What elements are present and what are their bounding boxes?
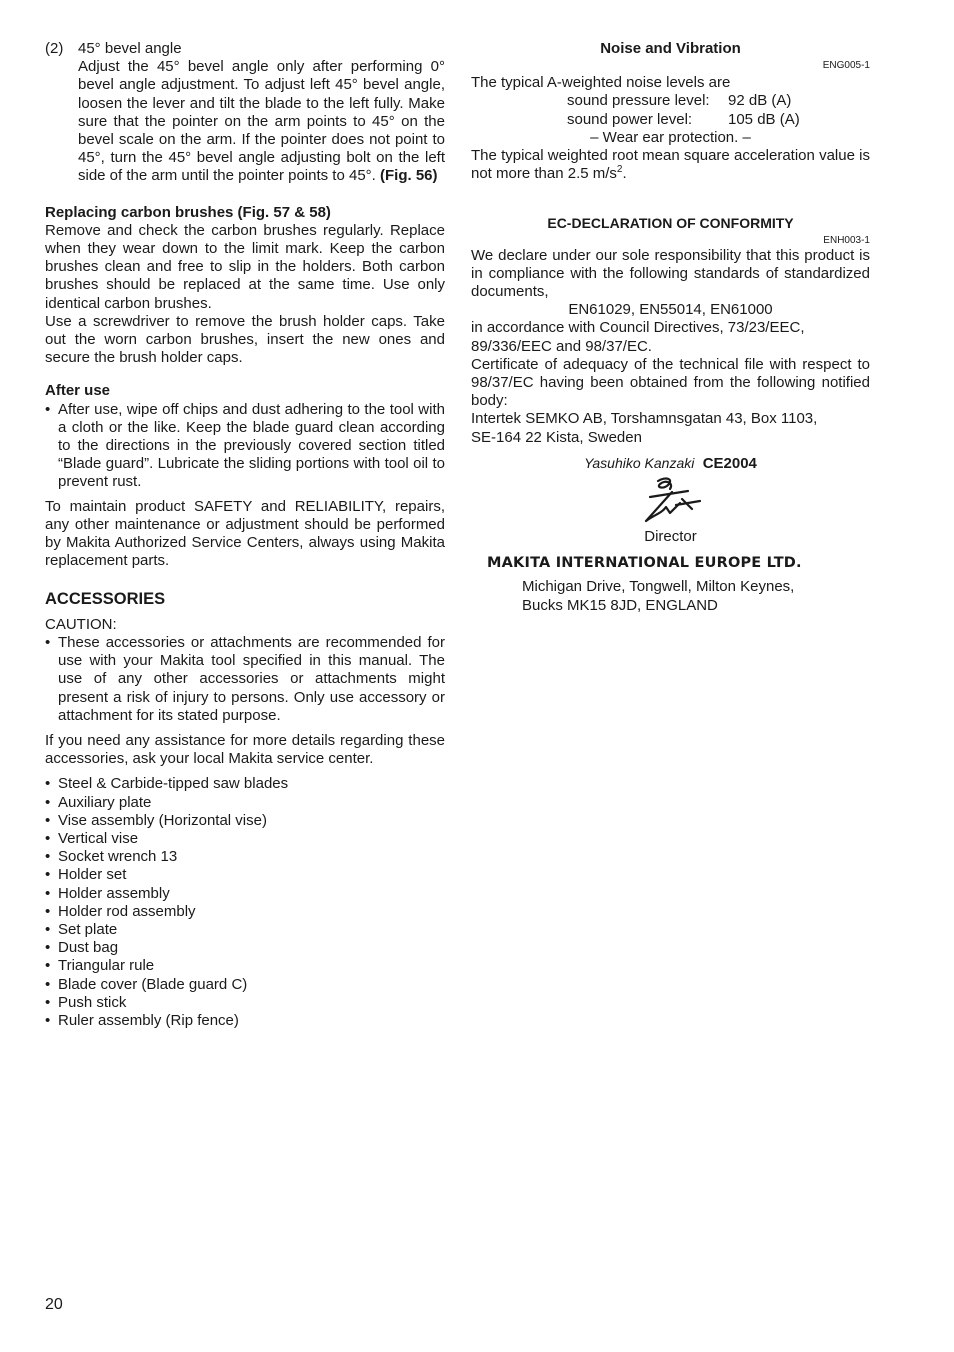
after-use-heading: After use: [45, 382, 111, 400]
ec-certificate: Certificate of adequacy of the technical file with respect to 98/37/EC having been obtained from the following notified body:: [471, 355, 870, 410]
bevel-item-title: 45° bevel angle: [78, 40, 182, 57]
brushes-paragraph-2: Use a screwdriver to remove the brush holder caps. Take out the worn carbon brushes, insert the new ones and secure the brush holder caps.: [45, 312, 445, 367]
sound-power-label: sound power level:: [567, 110, 693, 128]
vibration-end: .: [622, 165, 627, 183]
list-item: • Vise assembly (Horizontal vise): [45, 812, 445, 830]
vibration-text: [471, 147, 870, 183]
bevel-item-text: [78, 58, 445, 185]
bevel-item-body: [78, 40, 445, 186]
noise-code: ENG005-1: [822, 60, 870, 72]
list-item: • Holder set: [45, 866, 445, 884]
accessories-list: [45, 775, 445, 1030]
sound-pressure-value: 92 dB (A): [728, 92, 792, 110]
list-item: • Vertical vise: [45, 830, 445, 848]
sound-pressure-label: sound pressure level:: [567, 92, 710, 110]
vibration-main: The typical weighted root mean square acceleration value is not more than 2.5 m/s: [471, 147, 870, 183]
sound-power-row: [567, 111, 870, 129]
company-name: MAKITA INTERNATIONAL EUROPE LTD.: [487, 555, 802, 572]
caution-label: CAUTION:: [45, 615, 117, 633]
ec-directives-2: 89/336/EEC and 98/37/EC.: [471, 337, 652, 355]
sound-pressure-row: [567, 92, 870, 110]
list-item: • Push stick: [45, 994, 445, 1012]
address-line-1: Michigan Drive, Tongwell, Milton Keynes,: [522, 578, 795, 596]
brushes-paragraph-1: Remove and check the carbon brushes regularly. Replace when they wear down to the limit mark. Keep the carbon brushes clean and free to slip in the holders. Both carbon brushes should be replaced at the same time. Use only identical carbon brushes.: [45, 221, 445, 312]
noise-intro: The typical A-weighted noise levels are: [471, 74, 731, 92]
company-address: [471, 578, 870, 614]
assistance-paragraph: If you need any assistance for more details regarding these accessories, ask your local Makita service center.: [45, 731, 445, 768]
ec-code: ENH003-1: [823, 234, 870, 246]
signer-line: [471, 454, 870, 473]
list-item: • Ruler assembly (Rip fence): [45, 1012, 445, 1030]
bevel-item-number: (2): [45, 40, 64, 57]
address-line-2: Bucks MK15 8JD, ENGLAND: [522, 596, 718, 614]
list-item: • Auxiliary plate: [45, 794, 445, 812]
signer-role: Director: [644, 528, 697, 546]
ec-standards: EN61029, EN55014, EN61000: [568, 301, 773, 319]
page-number: 20: [45, 1296, 63, 1313]
accessories-title: ACCESSORIES: [45, 590, 166, 609]
list-item: • Holder rod assembly: [45, 903, 445, 921]
list-item: • Holder assembly: [45, 885, 445, 903]
after-use-bullet: • After use, wipe off chips and dust adhering to the tool with a cloth or the like. Keep the blade guard clean according to the directions in the previously covered section titled “Blade guard”. Lubricate the sliding portions with tool oil to prevent rust.: [45, 401, 445, 492]
sound-levels: [471, 92, 870, 128]
ec-directives-1: in accordance with Council Directives, 73/23/EEC,: [471, 319, 805, 337]
ear-protection: – Wear ear protection. –: [590, 128, 751, 146]
signature-icon: [636, 475, 706, 527]
bevel-45-item: [45, 40, 445, 186]
noise-title: Noise and Vibration: [600, 40, 741, 57]
fig-ref: (Fig. 56): [380, 167, 438, 185]
signer-name: Yasuhiko Kanzaki: [584, 454, 695, 471]
maintain-paragraph: To maintain product SAFETY and RELIABILITY, repairs, any other maintenance or adjustment should be performed by Makita Authorized Service Centers, always using Makita replacement parts.: [45, 497, 445, 570]
list-item: • Dust bag: [45, 939, 445, 957]
ec-title: EC-DECLARATION OF CONFORMITY: [547, 215, 794, 232]
list-item: • Blade cover (Blade guard C): [45, 976, 445, 994]
after-use-list: [45, 401, 445, 492]
brushes-heading: Replacing carbon brushes (Fig. 57 & 58): [45, 203, 331, 221]
caution-list: [45, 634, 445, 725]
list-item: • Socket wrench 13: [45, 848, 445, 866]
list-item: • Steel & Carbide-tipped saw blades: [45, 775, 445, 793]
vibration-sup: 2: [616, 164, 623, 176]
caution-bullet: • These accessories or attachments are recommended for use with your Makita tool specified in this manual. The use of any other accessories or attachments might present a risk of injury to persons. Only use accessory or attachment for its stated purpose.: [45, 634, 445, 725]
list-item: • Set plate: [45, 921, 445, 939]
left-column: [45, 40, 445, 1030]
bevel-text: Adjust the 45° bevel angle only after performing 0° bevel angle adjustment. To adjust left 45° bevel angle, loosen the lever and tilt the blade to the left fully. Make sure that the pointer on the arm points to 45° on the bevel scale on the arm. If the pointer does not point to 45°, turn the 45° bevel angle adjusting bolt on the left side of the arm until the pointer points to 45°.: [78, 58, 445, 185]
right-column: [471, 40, 870, 615]
ec-declare: We declare under our sole responsibility that this product is in compliance with the following standards of standardized documents,: [471, 246, 870, 301]
list-item: • Triangular rule: [45, 957, 445, 975]
ec-notified-body-1: Intertek SEMKO AB, Torshamnsgatan 43, Box 1103,: [471, 410, 818, 428]
sound-power-value: 105 dB (A): [728, 110, 800, 128]
ce-mark: CE2004: [702, 454, 757, 472]
ec-notified-body-2: SE-164 22 Kista, Sweden: [471, 428, 642, 446]
